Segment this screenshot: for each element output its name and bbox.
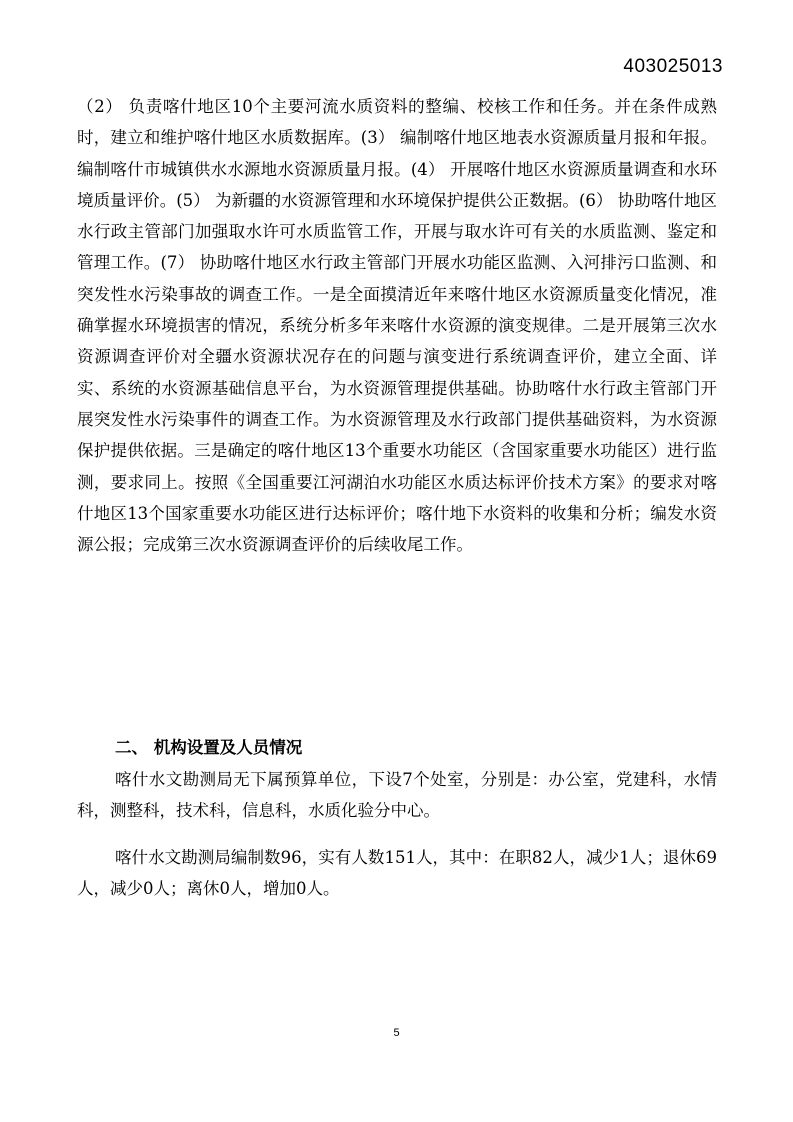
document-code: 403025013 <box>623 56 723 77</box>
section-heading: 二、 机构设置及人员情况 <box>115 738 303 757</box>
organization-paragraph: 喀什水文勘测局无下属预算单位，下设7个处室，分别是：办公室，党建科，水情科，测整科，技术科，信息科，水质化验分中心。 <box>77 770 717 821</box>
staffing-paragraph: 喀什水文勘测局编制数96，实有人数151人，其中：在职82人，减少1人；退休69人，减少0人；离休0人，增加0人。 <box>77 848 717 899</box>
responsibilities-paragraph: （2） 负责喀什地区10个主要河流水质资料的整编、校核工作和任务。并在条件成熟时，建立和维护喀什地区水质数据库。(3） 编制喀什地区地表水资源质量月报和年报。编制喀什市城镇供水水源地水资源质量月报。(4） 开展喀什地区水资源质量调查和水环境质量评价。(5） 为新疆的水资源管理和水环境保护提供公正数据。(6） 协助喀什地区水行政主管部门加强取水许可水质监管工作，开展与取水许可有关的水质监测、鉴定和管理工作。(7） 协助喀什地区水行政主管部门开展水功能区监测、入河排污口监测、和突发性水污染事故的调查工作。一是全面摸清近年来喀什地区水资源质量变化情况，准确掌握水环境损害的情况，系统分析多年来喀什水资源的演变规律。二是开展第三次水资源调查评价对全疆水资源状况存在的问题与演变进行系统调查评价，建立全面、详实、系统的水资源基础信息平台，为水资源管理提供基础。协助喀什水行政主管部门开展突发性水污染事件的调查工作。为水资源管理及水行政部门提供基础资料，为水资源保护提供依据。三是确定的喀什地区13个重要水功能区（含国家重要水功能区）进行监测，要求同上。按照《全国重要江河湖泊水功能区水质达标评价技术方案》的要求对喀什地区13个国家重要水功能区进行达标评价；喀什地下水资料的收集和分析；编发水资源公报；完成第三次水资源调查评价的后续收尾工作。 <box>77 97 717 555</box>
page-number: 5 <box>393 1027 400 1039</box>
